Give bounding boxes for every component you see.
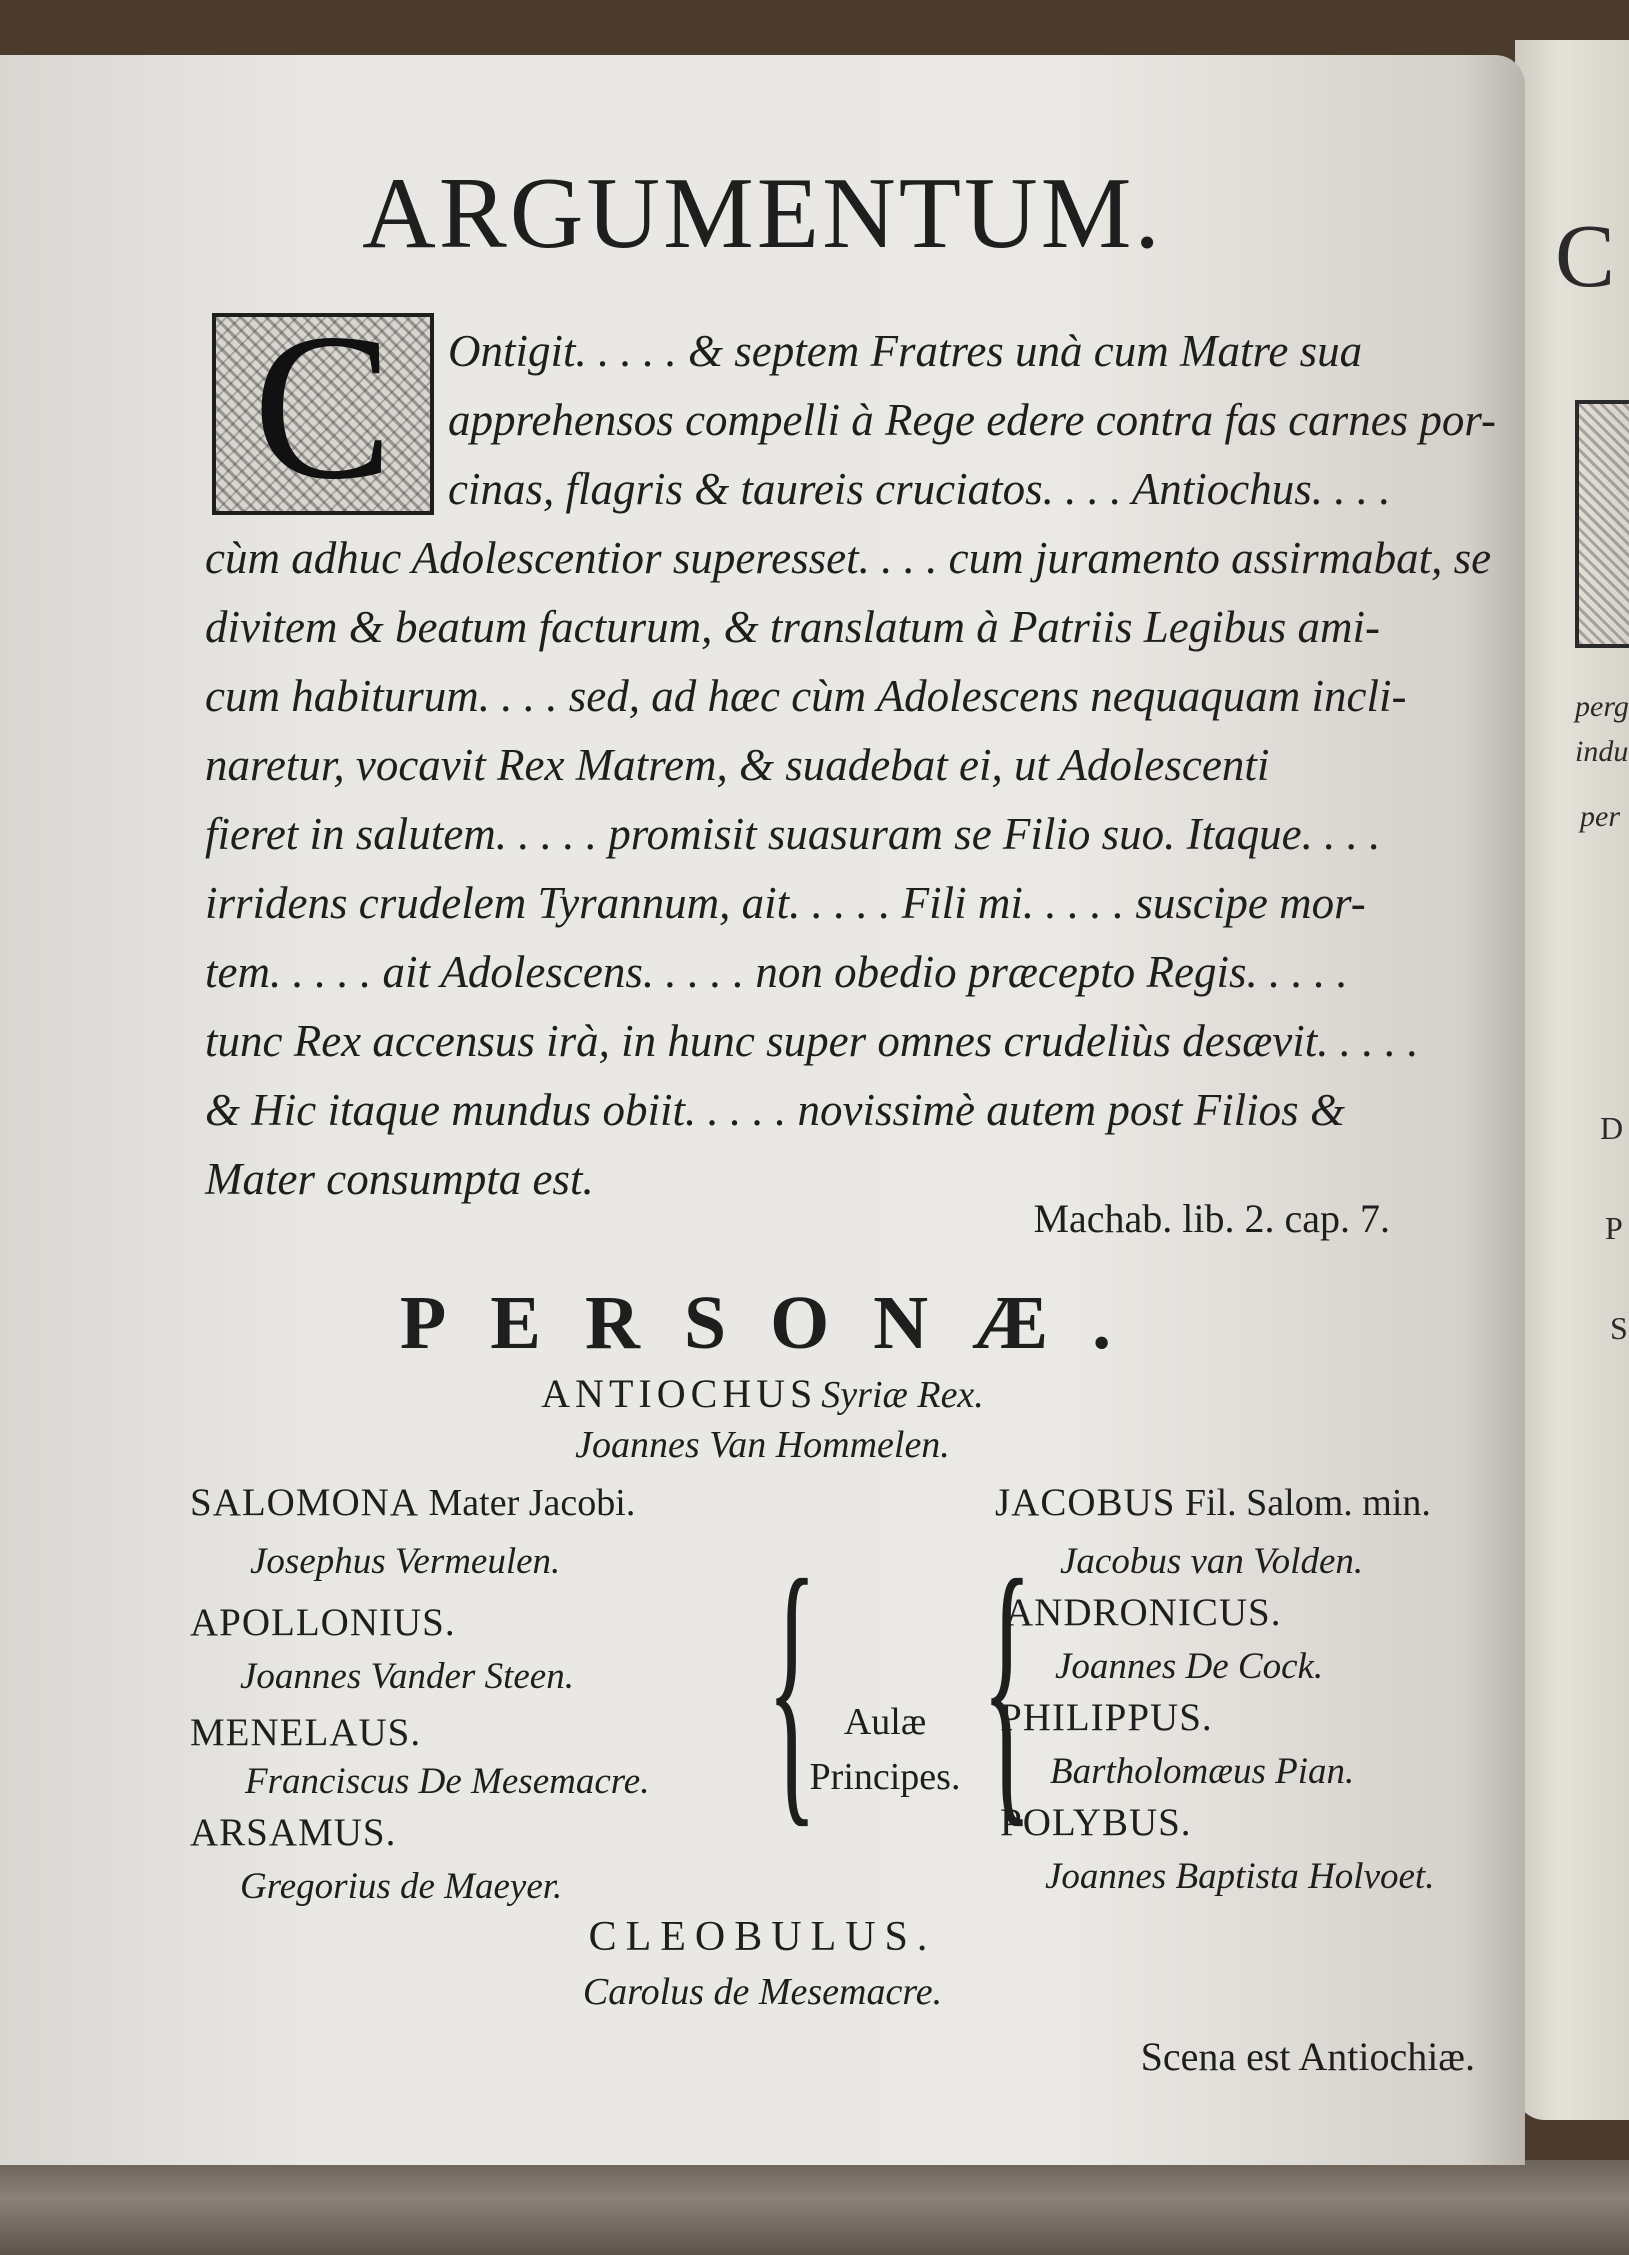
- actor-name: Bartholomæus Pian.: [1050, 1751, 1355, 1792]
- dropcap-letter: C: [252, 291, 394, 523]
- cast-menelaus: [190, 1710, 421, 1755]
- personae-title: PERSONÆ.: [399, 1281, 1156, 1365]
- cast-salomona: [190, 1480, 635, 1525]
- actor-name: Joannes Baptista Holvoet.: [1045, 1856, 1435, 1897]
- facing-page-letter: C: [1555, 207, 1616, 306]
- facing-page-fragment: P: [1605, 1210, 1623, 1246]
- facing-page-fragment: S: [1610, 1310, 1628, 1346]
- scene-location: Scena est Antiochiæ.: [1140, 2034, 1475, 2079]
- character-name: ANTIOCHUS: [541, 1371, 818, 1416]
- cast-arsamus: [190, 1810, 396, 1855]
- argumentum-title: ARGUMENTUM.: [362, 157, 1163, 270]
- cast-philippus: [1000, 1695, 1213, 1740]
- character-name: PHILIPPUS.: [1000, 1696, 1213, 1739]
- cast-andronicus: [1005, 1590, 1281, 1635]
- scripture-reference: Machab. lib. 2. cap. 7.: [1033, 1196, 1390, 1241]
- actor-name: Josephus Vermeulen.: [250, 1541, 561, 1582]
- cast-cleobulus: CLEOBULUS.: [588, 1914, 937, 1960]
- facing-page-fragment: perg: [1575, 690, 1629, 723]
- facing-page-fragment: per: [1580, 800, 1620, 833]
- argumentum-line: divitem & beatum facturum, & translatum à Patriis Legibus ami-: [205, 602, 1380, 652]
- character-name: ANDRONICUS.: [1005, 1591, 1282, 1634]
- facing-page-ornament: [1575, 400, 1629, 648]
- facing-page-fragment: indu: [1575, 735, 1629, 768]
- actor-name: Franciscus De Mesemacre.: [245, 1761, 650, 1802]
- actor-name: Gregorius de Maeyer.: [240, 1866, 563, 1907]
- actor-name: Joannes De Cock.: [1055, 1646, 1324, 1687]
- character-name: ARSAMUS.: [190, 1811, 397, 1854]
- argumentum-line: tem. . . . . ait Adolescens. . . . . non obedio præcepto Regis. . . . .: [205, 947, 1348, 997]
- left-brace: {: [766, 1519, 818, 1851]
- facing-page-fragment: D: [1600, 1110, 1624, 1146]
- argumentum-line: & Hic itaque mundus obiit. . . . . novissimè autem post Filios &: [205, 1085, 1345, 1135]
- actor-name: Jacobus van Volden.: [1060, 1541, 1364, 1582]
- argumentum-line: Mater consumpta est.: [205, 1154, 594, 1204]
- argumentum-line: cum habiturum. . . . sed, ad hæc cùm Adolescens nequaquam incli-: [205, 671, 1407, 721]
- character-role: Syriæ Rex.: [821, 1374, 984, 1416]
- argumentum-line: fieret in salutem. . . . . promisit suasuram se Filio suo. Itaque. . . .: [205, 809, 1381, 859]
- principes-label: Principes.: [809, 1756, 961, 1798]
- argumentum-line: naretur, vocavit Rex Matrem, & suadebat ei, ut Adolescenti: [205, 740, 1270, 790]
- actor-name: Carolus de Mesemacre.: [582, 1971, 943, 2013]
- character-role: Mater Jacobi.: [428, 1482, 636, 1524]
- argumentum-line: apprehensos compelli à Rege edere contra fas carnes por-: [448, 395, 1497, 445]
- character-role: Fil. Salom. min.: [1184, 1482, 1431, 1524]
- character-name: JACOBUS: [995, 1481, 1176, 1524]
- argumentum-line: tunc Rex accensus irà, in hunc super omnes crudeliùs desævit. . . . .: [205, 1016, 1419, 1066]
- argumentum-text: [205, 317, 1535, 1214]
- argumentum-line: irridens crudelem Tyrannum, ait. . . . . Fili mi. . . . . suscipe mor-: [205, 878, 1366, 928]
- aulae-principes-label: [790, 1695, 980, 1805]
- cast-polybus: [1000, 1800, 1192, 1845]
- argumentum-line: Ontigit. . . . . & septem Fratres unà cum Matre sua: [448, 326, 1363, 376]
- actor-name: Joannes Van Hommelen.: [575, 1424, 950, 1466]
- cast-antiochus: [0, 1370, 1525, 1417]
- aulae-label: Aulæ: [843, 1701, 927, 1743]
- table-surface: [0, 2160, 1629, 2255]
- cast-apollonius: [190, 1600, 456, 1645]
- character-name: POLYBUS.: [1000, 1801, 1192, 1844]
- argumentum-line: cinas, flagris & taureis cruciatos. . . . Antiochus. . . .: [448, 464, 1391, 514]
- right-brace: {: [981, 1519, 1033, 1851]
- book-page: [0, 55, 1525, 2165]
- character-name: APOLLONIUS.: [190, 1601, 456, 1644]
- argumentum-line: cùm adhuc Adolescentior superesset. . . . cum juramento assirmabat, se: [205, 533, 1492, 583]
- character-name: SALOMONA: [190, 1481, 420, 1524]
- cast-jacobus: [995, 1480, 1431, 1525]
- character-name: MENELAUS.: [190, 1711, 422, 1754]
- actor-name: Joannes Vander Steen.: [240, 1656, 574, 1697]
